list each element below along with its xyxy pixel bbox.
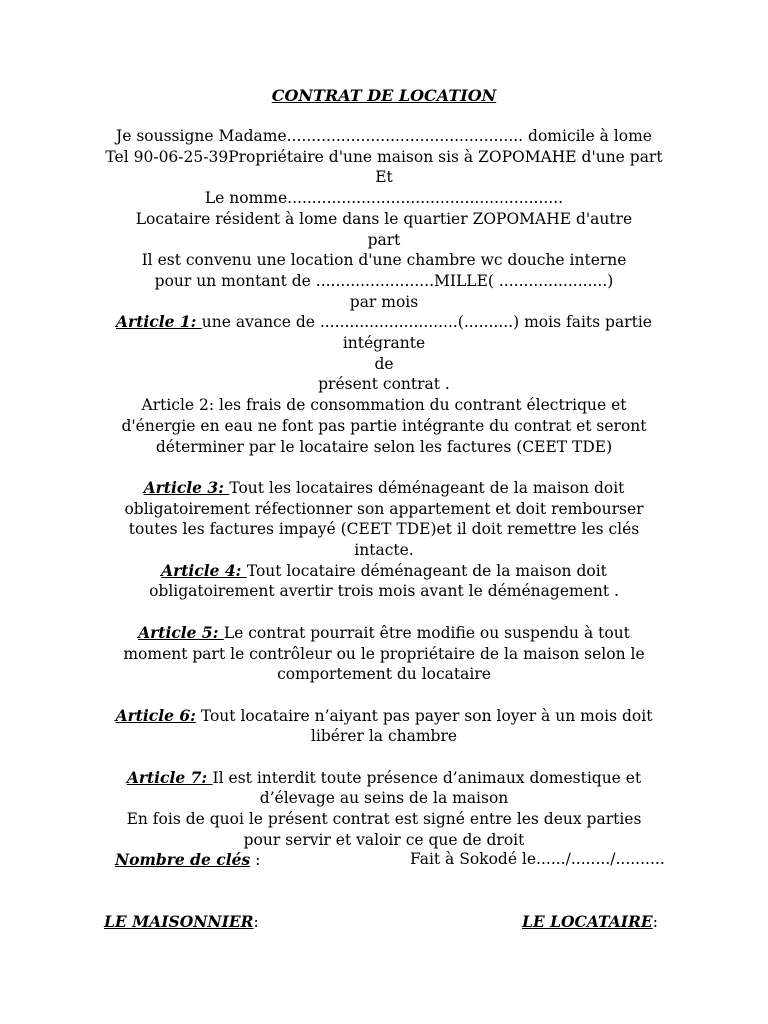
article-3-cont: toutes les factures impayé (CEET TDE)et il doit remettre les clés <box>128 520 640 539</box>
article-5-text: Le contrat pourrait être modifie ou suspendu à tout <box>223 623 630 642</box>
tenant-label: LE LOCATAIRE <box>522 912 653 931</box>
residence-line: Locataire résident à lome dans le quartier ZOPOMAHE d'autre <box>135 209 633 228</box>
article-4 <box>80 561 688 582</box>
contract-body <box>80 126 688 851</box>
article-4-text: Tout locataire déménageant de la maison doit <box>246 561 607 580</box>
tenant-colon: : <box>652 913 658 931</box>
article-5 <box>80 623 688 644</box>
article-3-label: Article 3: <box>143 477 230 497</box>
landlord-line: Je soussigne Madame................................................ domicile à lome <box>116 127 652 145</box>
place-date-line: Fait à Sokodé le....../......../.......... <box>410 850 665 868</box>
article-3-cont: intacte. <box>354 541 414 560</box>
article-5-cont: moment part le contrôleur ou le propriétaire de la maison selon le <box>123 644 645 663</box>
article-1 <box>80 312 688 353</box>
signature-row <box>0 912 768 934</box>
article-3 <box>80 478 688 499</box>
per-month-line: par mois <box>349 292 419 311</box>
keys-count <box>115 850 260 869</box>
article-3-text: Tout les locataires déménageant de la maison doit <box>229 478 625 497</box>
phone-line: Tel 90-06-25-39Propriétaire d'une maison sis à ZOPOMAHE d'une part <box>105 147 663 166</box>
article-6-label: Article 6: <box>115 705 196 725</box>
article-7 <box>80 768 688 789</box>
article-4-label: Article 4: <box>161 560 247 580</box>
landlord-signature <box>104 912 259 931</box>
landlord-colon: : <box>253 913 259 931</box>
tenant-signature <box>522 912 658 931</box>
spacer <box>80 685 688 706</box>
amount-line: pour un montant de ........................MILLE( ......................) <box>154 271 614 290</box>
article-1-text: une avance de ............................(..........) mois faits partie intégrante <box>201 313 652 353</box>
article-1-cont: présent contrat . <box>318 375 450 394</box>
article-1-cont: de <box>374 354 394 373</box>
article-4-cont: obligatoirement avertir trois mois avant le déménagement . <box>149 582 619 601</box>
contract-title: CONTRAT DE LOCATION <box>271 86 497 105</box>
article-7-cont: d’élevage au seins de la maison <box>259 789 509 808</box>
article-6-text: Tout locataire n’aiyant pas payer son loyer à un mois doit <box>195 706 653 725</box>
tenant-line: Le nomme........................................................ <box>204 189 564 208</box>
article-1-label: Article 1: <box>116 312 202 332</box>
spacer <box>80 602 688 623</box>
keys-row <box>0 850 768 872</box>
article-6-cont: libérer la chambre <box>310 727 458 746</box>
closing-line: En fois de quoi le présent contrat est signé entre les deux parties <box>126 810 642 829</box>
article-7-text: Il est interdit toute présence d’animaux domestique et <box>212 768 642 787</box>
keys-suffix: : <box>250 851 261 869</box>
article-7-label: Article 7: <box>126 767 213 787</box>
closing-line: pour servir et valoir ce que de droit <box>243 830 525 849</box>
agreement-line: Il est convenu une location d'une chambre wc douche interne <box>141 251 627 270</box>
and-line: Et <box>375 168 393 187</box>
keys-label: Nombre de clés <box>115 850 251 869</box>
spacer <box>80 747 688 768</box>
article-5-label: Article 5: <box>138 622 224 642</box>
article-3-cont: obligatoirement réfectionner son appartement et doit rembourser <box>124 499 644 518</box>
article-6 <box>80 706 688 727</box>
article-2-cont: déterminer par le locataire selon les factures (CEET TDE) <box>155 437 613 456</box>
article-2: Article 2: les frais de consommation du contrant électrique et <box>141 396 627 415</box>
residence-line-cont: part <box>367 230 401 249</box>
article-5-cont: comportement du locataire <box>277 665 491 684</box>
landlord-label: LE MAISONNIER <box>104 912 254 931</box>
article-2-cont: d'énergie en eau ne font pas partie intégrante du contrat et seront <box>121 416 647 435</box>
spacer <box>80 457 688 478</box>
